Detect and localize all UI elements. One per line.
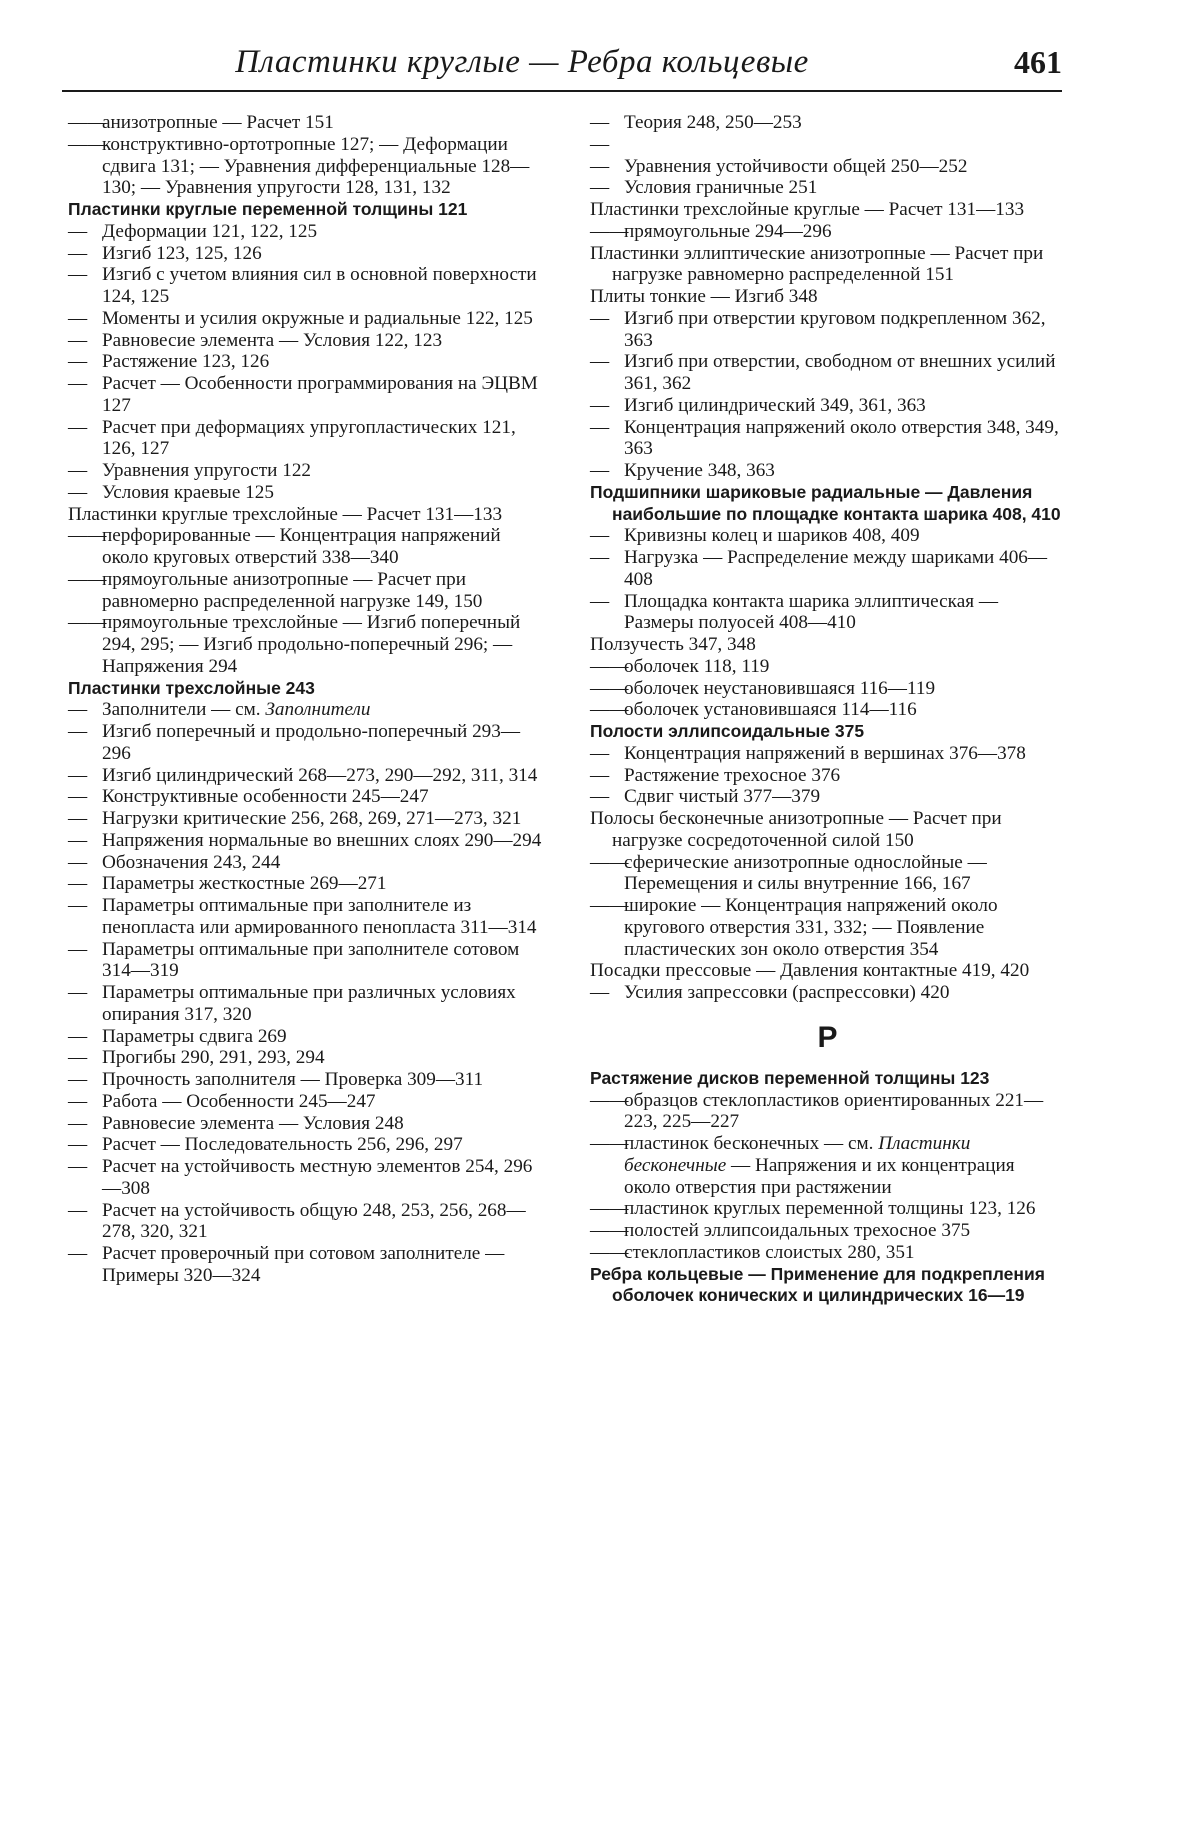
entry-text: Полосы бесконечные анизотропные — Расчет при нагрузке сосредоточенной силой 150 (590, 808, 1002, 851)
index-entry (590, 308, 1065, 352)
index-entry (590, 460, 1065, 482)
index-entry (590, 982, 1065, 1004)
index-entry (68, 1200, 543, 1244)
entry-text: Уравнения устойчивости общей 250—252 (624, 155, 968, 177)
entry-dash: — — (590, 133, 610, 177)
entry-text: Параметры оптимальные при заполнителе из пенопласта или армированного пенопласта 311—314 (102, 895, 537, 938)
entry-dash: —— (590, 1198, 629, 1220)
entry-dash: — (590, 742, 610, 764)
index-entry (590, 960, 1065, 982)
index-column-right (590, 112, 1065, 1307)
index-entry (590, 1198, 1065, 1220)
entry-text: Расчет — Особенности программирования на ЭЦВМ 127 (102, 373, 538, 416)
index-entry (590, 1220, 1065, 1242)
index-column-right-top (590, 112, 1065, 1004)
entry-text: Условия краевые 125 (102, 481, 274, 503)
entry-dash: —— (590, 1220, 629, 1241)
index-entry (68, 939, 543, 983)
index-entry (68, 1156, 543, 1200)
header-rule (62, 90, 1062, 92)
index-entry (68, 243, 543, 265)
entry-text: Пластинки эллиптические анизотропные — Расчет при нагрузке равномерно распределенной 151 (590, 242, 1044, 286)
entry-dash: —— (590, 655, 629, 677)
entry-text: Параметры оптимальные при различных условиях опирания 317, 320 (102, 982, 516, 1025)
entry-dash: — (68, 1047, 88, 1069)
entry-text: Прогибы 290, 291, 293, 294 (102, 1047, 325, 1069)
section-letter: Р (817, 1020, 838, 1054)
entry-dash: — (68, 1090, 88, 1112)
entry-text: конструктивно-ортотропные 127; — Деформации сдвига 131; — Уравнения дифференциальные 128—130; — Уравнения упругости 128, 131, 132 (102, 133, 530, 199)
index-column-left (68, 112, 543, 1287)
entry-text: Растяжение трехосное 376 (624, 764, 841, 786)
entry-text: Ползучесть 347, 348 (590, 634, 756, 655)
entry-dash: — (68, 829, 88, 851)
entry-dash: —— (590, 699, 629, 721)
entry-text: Усилия запрессовки (распрессовки) 420 (624, 982, 950, 1003)
entry-text: Нагрузки критические 256, 268, 269, 271—273, 321 (102, 808, 522, 829)
index-entry (590, 678, 1065, 700)
entry-dash: — (68, 242, 88, 264)
entry-text: широкие — Концентрация напряжений около кругового отверстия 331, 332; — Появление пластических зон около отверстия 354 (624, 895, 998, 960)
index-entry (68, 1134, 543, 1156)
index-entry (590, 591, 1065, 635)
entry-dash: — (68, 264, 88, 286)
index-entry (68, 678, 543, 700)
entry-text: Изгиб цилиндрический 349, 361, 363 (624, 394, 926, 416)
entry-text: Растяжение 123, 126 (102, 351, 270, 373)
index-entry (590, 721, 1065, 743)
entry-text: Деформации 121, 122, 125 (102, 220, 318, 242)
entry-text: Изгиб при отверстии, свободном от внешних усилий 361, 362 (624, 351, 1056, 394)
entry-text: прямоугольные анизотропные — Расчет при равномерно распределенной нагрузке 149, 150 (102, 568, 483, 612)
entry-dash: — (590, 525, 610, 547)
index-entry (68, 308, 543, 330)
index-entry (68, 830, 543, 852)
entry-text: Площадка контакта шарика эллиптическая — Размеры полуосей 408—410 (624, 590, 999, 634)
entry-text: оболочек неустановившаяся 116—119 (624, 677, 936, 699)
entry-dash: —— (590, 1089, 629, 1111)
index-entry (590, 895, 1065, 960)
entry-text: Параметры сдвига 269 (102, 1025, 287, 1047)
index-entry (590, 1090, 1065, 1134)
entry-text: Пластинки круглые трехслойные — Расчет 131—133 (68, 503, 503, 525)
entry-text: анизотропные — Расчет 151 (102, 112, 334, 133)
index-entry (68, 460, 543, 482)
index-entry (68, 199, 543, 221)
entry-text: Кручение 348, 363 (624, 460, 775, 481)
entry-text: Концентрация напряжений в вершинах 376—378 (624, 742, 1026, 764)
entry-text: оболочек установившаяся 114—116 (624, 699, 917, 721)
index-entry (590, 221, 1065, 243)
entry-heading: Растяжение дисков переменной толщины 123 (590, 1067, 990, 1088)
entry-text: Расчет — Последовательность 256, 296, 297 (102, 1134, 463, 1156)
index-entry (68, 1047, 543, 1069)
index-entry (68, 786, 543, 808)
entry-text: Концентрация напряжений около отверстия 348, 349, 363 (624, 416, 1059, 460)
entry-dash: — (68, 982, 88, 1003)
entry-heading: Подшипники шариковые радиальные — Давления наибольшие по площадке контакта шарика 408, 410 (590, 481, 1061, 524)
entry-dash: — (68, 1025, 88, 1047)
index-entry (590, 1068, 1065, 1090)
index-entry (590, 199, 1065, 221)
index-entry (68, 264, 543, 308)
entry-text: Заполнители — см. (102, 699, 266, 721)
index-entry (68, 1243, 543, 1287)
entry-dash: — (68, 764, 88, 786)
entry-dash: — (590, 786, 610, 808)
entry-dash: — (590, 460, 610, 481)
entry-dash: —— (590, 677, 629, 699)
entry-dash: — (68, 351, 88, 373)
entry-text: Условия граничные 251 (624, 177, 818, 199)
running-head: Пластинки круглые — Ребра кольцевые (235, 44, 809, 80)
index-entry (590, 1242, 1065, 1264)
index-entry (590, 743, 1065, 765)
entry-heading: Пластинки трехслойные 243 (68, 677, 315, 698)
index-entry (68, 873, 543, 895)
entry-text: Уравнения упругости 122 (102, 460, 312, 481)
index-column-right-bottom (590, 1068, 1065, 1307)
entry-dash: —— (68, 112, 107, 133)
entry-dash: — (68, 460, 88, 481)
entry-text: пластинок бесконечных — см. (624, 1133, 879, 1154)
entry-text: перфорированные — Концентрация напряжений около круговых отверстий 338—340 (102, 525, 501, 568)
entry-dash: — (590, 982, 610, 1003)
entry-text: Плиты тонкие — Изгиб 348 (590, 286, 818, 307)
index-entry (590, 351, 1065, 395)
index-entry (68, 221, 543, 243)
entry-dash: — (68, 808, 88, 829)
index-entry (590, 808, 1065, 852)
entry-dash: —— (68, 612, 107, 634)
index-entry (68, 1091, 543, 1113)
entry-text: Нагрузка — Распределение между шариками 406—408 (624, 547, 1048, 590)
index-entry (590, 1264, 1065, 1308)
entry-dash: — (590, 307, 610, 329)
index-entry (68, 852, 543, 874)
index-entry (68, 569, 543, 613)
index-entry (68, 482, 543, 504)
entry-text: Параметры жесткостные 269—271 (102, 873, 387, 895)
entry-dash: — (68, 329, 88, 351)
index-entry (590, 852, 1065, 896)
index-entry (68, 504, 543, 526)
entry-heading: Ребра кольцевые — Применение для подкрепления оболочек конических и цилиндрических 16—19 (590, 1263, 1045, 1306)
index-entry (590, 765, 1065, 787)
index-entry (590, 286, 1065, 308)
entry-dash: — (68, 1134, 88, 1156)
entry-text: Кривизны колец и шариков 408, 409 (624, 525, 920, 547)
entry-dash: — (68, 307, 88, 329)
entry-text: Равновесие элемента — Условия 248 (102, 1112, 404, 1134)
entry-dash: — (590, 112, 610, 133)
entry-text: Прочность заполнителя — Проверка 309—311 (102, 1069, 484, 1090)
entry-text: Теория 248, 250—253 (624, 112, 802, 133)
entry-text: Изгиб с учетом влияния сил в основной поверхности 124, 125 (102, 264, 537, 307)
entry-dash: — (590, 416, 610, 438)
entry-text: Изгиб 123, 125, 126 (102, 242, 262, 264)
entry-text: Пластинки трехслойные круглые — Расчет 131—133 (590, 199, 1025, 220)
entry-text: оболочек 118, 119 (624, 655, 770, 677)
entry-text: Изгиб при отверстии круговом подкрепленном 362, 363 (624, 307, 1046, 351)
index-entry (68, 417, 543, 461)
entry-dash: — (68, 699, 88, 721)
entry-text: полостей эллипсоидальных трехосное 375 (624, 1220, 971, 1241)
entry-text: Расчет при деформациях упругопластических 121, 126, 127 (102, 416, 516, 460)
index-entry (68, 1113, 543, 1135)
entry-dash: — (68, 1199, 88, 1221)
entry-dash: — (590, 590, 610, 612)
index-entry (68, 699, 543, 721)
entry-text: Моменты и усилия окружные и радиальные 122, 125 (102, 307, 533, 329)
entry-text: Расчет на устойчивость общую 248, 253, 256, 268—278, 320, 321 (102, 1199, 526, 1243)
index-entry (68, 808, 543, 830)
entry-dash: — (590, 351, 610, 373)
index-entry (590, 243, 1065, 287)
page-number: 461 (1014, 44, 1062, 80)
index-entry (590, 1133, 1065, 1198)
index-entry (590, 786, 1065, 808)
entry-dash: — (590, 764, 610, 786)
entry-cross-reference: Заполнители (265, 699, 371, 721)
entry-dash: — (590, 547, 610, 568)
entry-text: Изгиб цилиндрический 268—273, 290—292, 311, 314 (102, 764, 538, 786)
entry-text: Посадки прессовые — Давления контактные 419, 420 (590, 960, 1030, 982)
index-entry (590, 699, 1065, 721)
entry-text: Работа — Особенности 245—247 (102, 1090, 376, 1112)
entry-text: прямоугольные 294—296 (624, 220, 832, 242)
entry-dash: — (68, 851, 88, 873)
entry-text: прямоугольные трехслойные — Изгиб поперечный 294, 295; — Изгиб продольно-поперечный 296; — Напряжения 294 (102, 612, 521, 677)
index-entry (68, 721, 543, 765)
entry-dash: —— (590, 220, 629, 242)
entry-cross-reference: Пластинки бесконечные (624, 1133, 971, 1176)
index-entry (68, 612, 543, 677)
index-entry (590, 547, 1065, 591)
index-entry (68, 765, 543, 787)
entry-heading: Полости эллипсоидальные 375 (590, 721, 865, 741)
entry-text-tail: — Напряжения и их концентрация около отверстия при растяжении (624, 1154, 1015, 1198)
index-entry (590, 395, 1065, 417)
page-header (62, 38, 1062, 90)
entry-text: сферические анизотропные однослойные — Перемещения и силы внутренние 166, 167 (624, 851, 987, 895)
index-entry (68, 330, 543, 352)
index-entry (590, 177, 1065, 199)
entry-dash: — (68, 721, 88, 742)
entry-heading: Пластинки круглые переменной толщины 121 (68, 199, 468, 219)
index-entry (68, 134, 543, 199)
entry-dash: —— (590, 895, 629, 916)
index-entry (68, 351, 543, 373)
entry-dash: — (68, 938, 88, 960)
entry-dash: —— (590, 1241, 629, 1263)
entry-text: Равновесие элемента — Условия 122, 123 (102, 329, 443, 351)
entry-dash: — (68, 220, 88, 242)
entry-dash: — (590, 394, 610, 416)
entry-dash: —— (590, 851, 629, 873)
index-entry (68, 1069, 543, 1091)
entry-dash: — (68, 416, 88, 438)
index-entry (590, 134, 1065, 178)
entry-text: Напряжения нормальные во внешних слоях 290—294 (102, 829, 542, 851)
entry-text: Расчет проверочный при сотовом заполнителе — Примеры 320—324 (102, 1243, 505, 1286)
entry-dash: —— (68, 525, 107, 547)
entry-dash: — (590, 177, 610, 199)
entry-text: пластинок круглых переменной толщины 123, 126 (624, 1198, 1036, 1220)
index-entry (590, 112, 1065, 134)
entry-dash: —— (590, 1133, 629, 1154)
entry-dash: — (68, 786, 88, 808)
entry-dash: — (68, 895, 88, 916)
entry-dash: —— (68, 568, 107, 590)
index-entry (68, 373, 543, 417)
entry-text: Изгиб поперечный и продольно-поперечный 293—296 (102, 721, 521, 764)
entry-text: Конструктивные особенности 245—247 (102, 786, 429, 808)
entry-text: образцов стеклопластиков ориентированных 221—223, 225—227 (624, 1089, 1044, 1133)
entry-dash: — (68, 1069, 88, 1090)
index-entry (68, 982, 543, 1026)
entry-text: Расчет на устойчивость местную элементов 254, 296—308 (102, 1156, 533, 1199)
entry-dash: — (68, 373, 88, 394)
index-entry (68, 112, 543, 134)
index-entry (68, 1026, 543, 1048)
index-entry (590, 656, 1065, 678)
index-entry (590, 525, 1065, 547)
index-entry (68, 525, 543, 569)
entry-dash: —— (68, 133, 107, 155)
entry-text: Параметры оптимальные при заполнителе сотовом 314—319 (102, 938, 520, 982)
entry-text: стеклопластиков слоистых 280, 351 (624, 1241, 915, 1263)
entry-dash: — (68, 873, 88, 895)
index-entry (590, 634, 1065, 656)
index-entry (590, 482, 1065, 526)
entry-dash: — (68, 481, 88, 503)
entry-dash: — (68, 1112, 88, 1134)
entry-text: Обозначения 243, 244 (102, 851, 281, 873)
entry-dash: — (68, 1156, 88, 1177)
entry-dash: — (68, 1243, 88, 1264)
entry-text: Сдвиг чистый 377—379 (624, 786, 821, 808)
index-entry (590, 417, 1065, 461)
index-entry (68, 895, 543, 939)
